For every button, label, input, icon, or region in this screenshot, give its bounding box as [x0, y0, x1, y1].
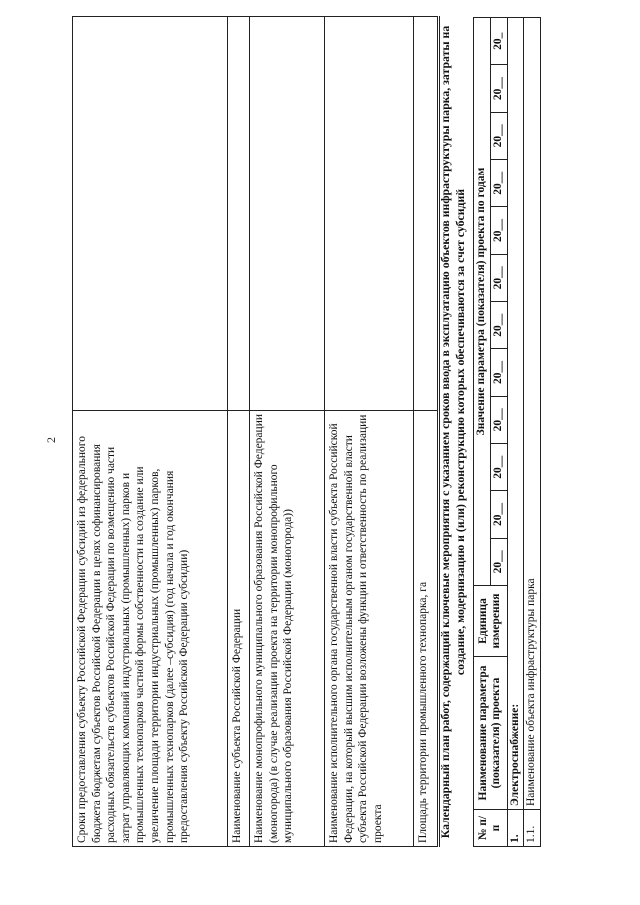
row-num: 1. [507, 810, 524, 847]
calendar-plan-title: Календарный план работ, содержащий ключевые мероприятия с указанием сроков ввода в эксплуатацию объектов инфраструктуры парка, затраты на создание, модернизацию и (или) реконструкцию которых обеспечиваются за счет субсидий [438, 25, 467, 839]
year-cell: 20__ [490, 349, 507, 396]
table-row [73, 17, 228, 847]
row-num: 1.1. [524, 810, 541, 847]
table-row [414, 17, 439, 847]
row-value-executive-body [325, 17, 414, 411]
year-cell: 20_ [490, 18, 507, 65]
row-label-technopark-area: Площадь территории промышленного технопарка, га [414, 411, 439, 847]
page-number: 2 [44, 437, 58, 443]
calendar-plan-table [473, 17, 541, 847]
project-info-table [72, 16, 440, 847]
year-cell: 20__ [490, 396, 507, 443]
row-value-monotown-name [250, 17, 325, 411]
table-row [507, 18, 524, 847]
header-values-by-year: Значение параметра (показателя) проекта по годам [474, 18, 491, 586]
plan-header-row [474, 18, 491, 847]
year-cell: 20__ [490, 207, 507, 254]
table-row [250, 17, 325, 847]
year-cell: 20__ [490, 444, 507, 491]
header-num: № п/п [474, 810, 508, 847]
row-value-region-name [228, 17, 250, 411]
row-label-executive-body: Наименование исполнительного органа государственной власти субъекта Российской Федерации, на который высшим исполнительным органом государственной власти субъекта Российской Федерации возложены функции и ответственность по реализации проекта [325, 411, 414, 847]
year-cell: 20__ [490, 254, 507, 301]
row-label-subsidy-terms: Сроки предоставления субъекту Российской Федерации субсидий из федерального бюджета бюджетам субъектов Российской Федерации в целях софинансирования расходных обязательств субъектов Российской Федерации по возмещению части затрат управляющих компаний индустриальных (промышленных) парков и промышленных технопарков частной формы собственности на создание или увеличение площади территории индустриальных (промышленных) парков, промышленных технопарков (далее –субсидия) (год начала и год окончания предоставления субъекту Российской Федерации субсидии) [73, 411, 228, 847]
year-cell: 20__ [490, 491, 507, 538]
header-parameter-name: Наименование параметра (показателя) проекта [474, 657, 508, 810]
year-cell: 20__ [490, 538, 507, 585]
table-row [325, 17, 414, 847]
row-label-monotown-name: Наименование монопрофильного муниципального образования Российской Федерации (моногорода) (в случае реализации проекта на территории монопрофильного муниципального образования Российской Федерации (моногорода)) [250, 411, 325, 847]
table-row [228, 17, 250, 847]
row-name-electricity: Электроснабжение: [507, 18, 524, 810]
row-label-region-name: Наименование субъекта Российской Федерации [228, 411, 250, 847]
row-value-technopark-area [414, 17, 439, 411]
year-cell: 20__ [490, 302, 507, 349]
year-cell: 20__ [490, 65, 507, 112]
row-value-subsidy-terms [73, 17, 228, 411]
year-cell: 20__ [490, 112, 507, 159]
header-unit: Единица измерения [474, 586, 508, 657]
row-name-infrastructure-object: Наименование объекта инфраструктуры парка [524, 18, 541, 810]
year-cell: 20__ [490, 160, 507, 207]
table-row [524, 18, 541, 847]
